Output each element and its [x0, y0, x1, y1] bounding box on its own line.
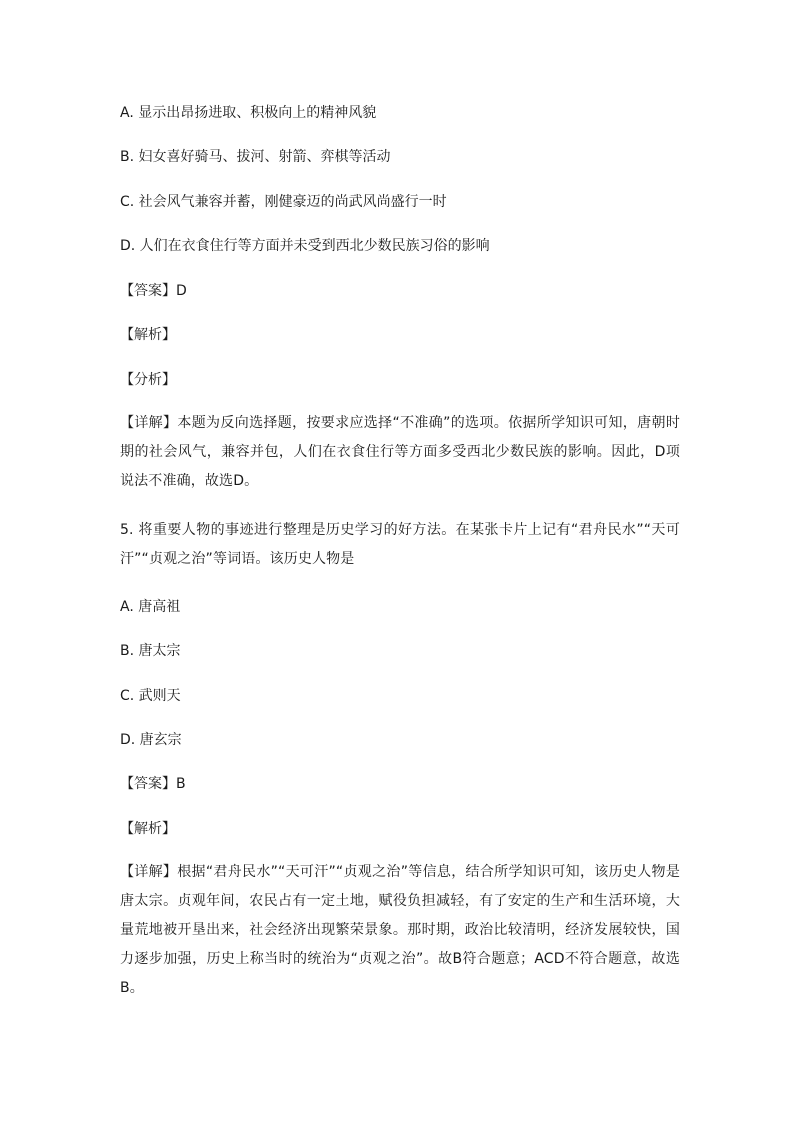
q4-detail-paragraph: 【详解】本题为反向选择题，按要求应选择“不准确”的选项。依据所学知识可知，唐朝时期的社会风气，兼容并包，人们在衣食住行等方面多受西北少数民族的影响。因此，D项说法不准确，故选D。: [120, 415, 680, 489]
q5-option-b: B. 唐太宗: [120, 643, 181, 659]
q5-question-stem: 5. 将重要人物的事迹进行整理是历史学习的好方法。在某张卡片上记有“君舟民水”“天可汗”“贞观之治”等词语。该历史人物是: [120, 522, 680, 567]
q5-detail-paragraph: 【详解】根据“君舟民水”“天可汗”“贞观之治”等信息，结合所学知识可知，该历史人物是唐太宗。贞观年间，农民占有一定土地，赋役负担减轻，有了安定的生产和生活环境，大量荒地被开垦出来，社会经济出现繁荣景象。那时期，政治比较清明，经济发展较快，国力逐步加强，历史上称当时的统治为“贞观之治”。故B符合题意；ACD不符合题意，故选B。: [120, 864, 680, 996]
q4-answer: 【答案】D: [120, 283, 187, 299]
q4-option-c: C. 社会风气兼容并蓄，刚健豪迈的尚武风尚盛行一时: [120, 194, 447, 210]
q5-answer: 【答案】B: [120, 776, 186, 792]
q5-option-a: A. 唐高祖: [120, 599, 181, 615]
q4-option-d: D. 人们在衣食住行等方面并未受到西北少数民族习俗的影响: [120, 238, 490, 254]
q5-analysis-heading: 【解析】: [120, 821, 176, 837]
q4-analysis-heading: 【解析】: [120, 327, 176, 343]
q5-option-d: D. 唐玄宗: [120, 732, 182, 748]
q4-option-b: B. 妇女喜好骑马、拔河、射箭、弈棋等活动: [120, 149, 391, 165]
q5-option-c: C. 武则天: [120, 688, 181, 704]
q4-option-a: A. 显示出昂扬进取、积极向上的精神风貌: [120, 105, 377, 121]
q4-fenxi-heading: 【分析】: [120, 372, 176, 388]
